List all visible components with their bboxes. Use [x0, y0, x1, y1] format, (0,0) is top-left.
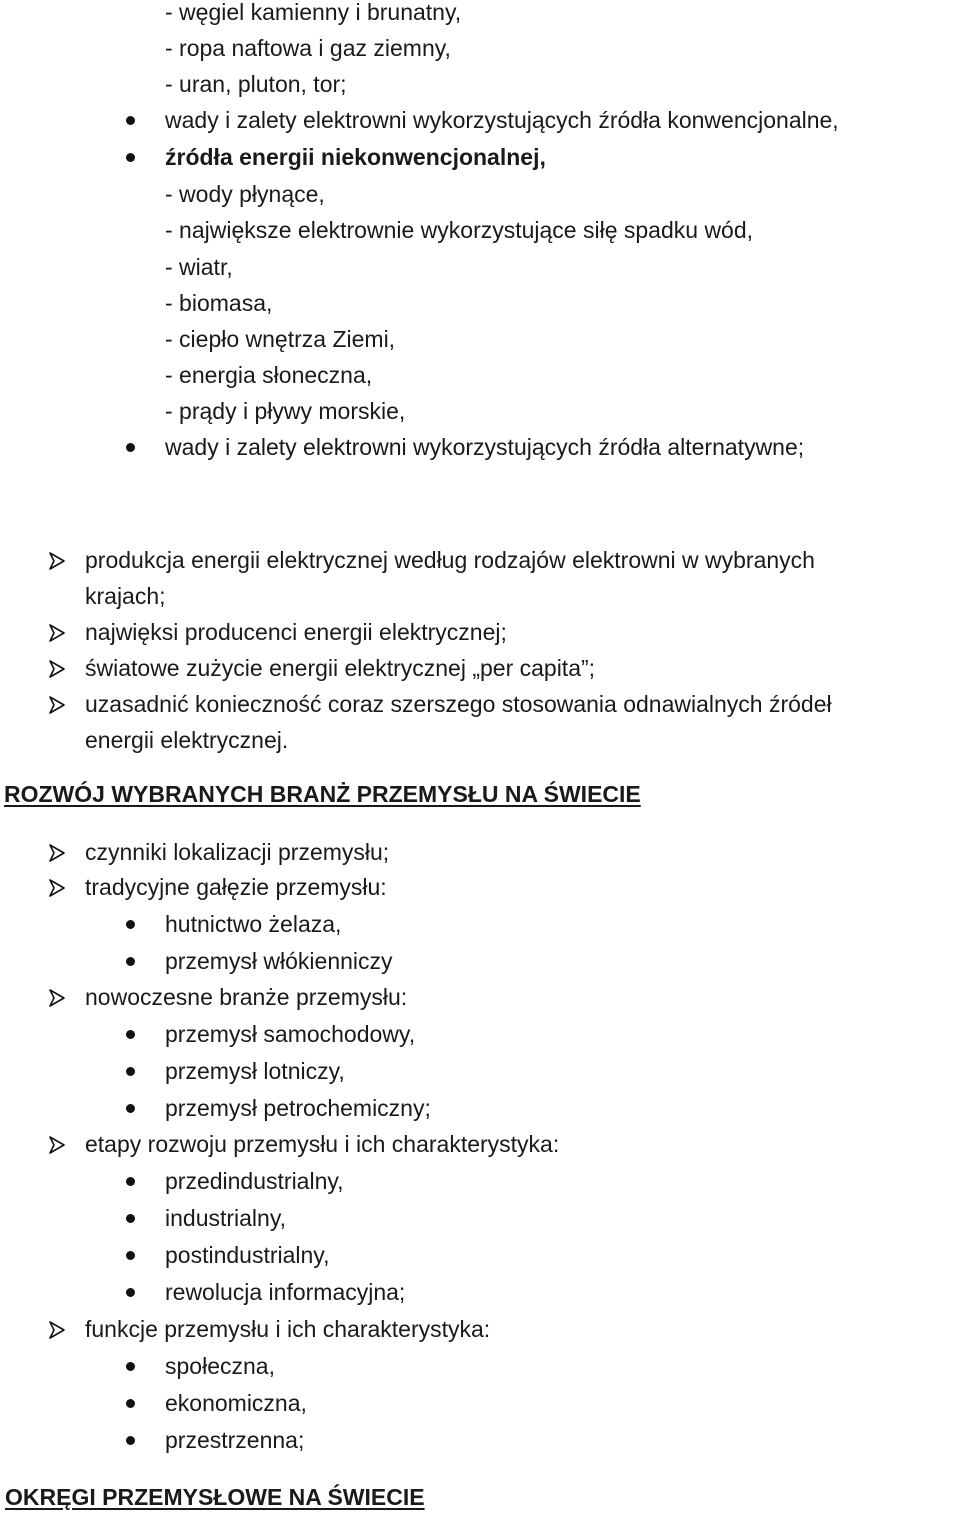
list-item: rewolucja informacyjna; — [165, 1279, 406, 1305]
list-item: wady i zalety elektrowni wykorzystujących źródła konwencjonalne, — [165, 107, 839, 133]
list-item: - największe elektrownie wykorzystujące siłę spadku wód, — [165, 217, 754, 243]
section-heading: ROZWÓJ WYBRANYCH BRANŻ PRZEMYSŁU NA ŚWIECIE — [4, 781, 641, 807]
list-item: postindustrialny, — [165, 1242, 330, 1268]
bullet-icon — [126, 1362, 135, 1371]
list-item: czynniki lokalizacji przemysłu; — [85, 839, 390, 865]
list-item: - wody płynące, — [165, 181, 325, 207]
list-item: - uran, pluton, tor; — [165, 71, 347, 97]
list-item: industrialny, — [165, 1205, 287, 1231]
list-item: przemysł lotniczy, — [165, 1058, 345, 1084]
list-item: przemysł samochodowy, — [165, 1021, 416, 1047]
list-item: - ropa naftowa i gaz ziemny, — [165, 35, 451, 61]
list-item: wady i zalety elektrowni wykorzystujących źródła alternatywne; — [165, 434, 805, 460]
bullet-icon — [126, 1104, 135, 1113]
section-heading: OKRĘGI PRZEMYSŁOWE NA ŚWIECIE — [5, 1484, 425, 1510]
list-item: przemysł petrochemiczny; — [165, 1095, 431, 1121]
list-item: etapy rozwoju przemysłu i ich charakterystyka: — [85, 1131, 560, 1157]
list-item: ekonomiczna, — [165, 1390, 307, 1416]
bullet-icon — [126, 1177, 135, 1186]
bullet-icon — [126, 116, 135, 125]
bullet-icon — [126, 1214, 135, 1223]
list-item: - wiatr, — [165, 254, 233, 280]
bullet-icon — [126, 443, 135, 452]
list-item: przemysł włókienniczy — [165, 948, 393, 974]
bullet-icon — [126, 957, 135, 966]
list-item: - ciepło wnętrza Ziemi, — [165, 326, 396, 352]
list-item: - energia słoneczna, — [165, 362, 373, 388]
arrow-bullet-icon — [48, 988, 66, 1008]
arrow-bullet-icon — [48, 659, 66, 679]
bullet-icon — [126, 1399, 135, 1408]
list-item: społeczna, — [165, 1353, 275, 1379]
list-item: energii elektrycznej. — [85, 727, 289, 753]
list-item: produkcja energii elektrycznej według rodzajów elektrowni w wybranych — [85, 547, 815, 573]
bullet-icon — [126, 1251, 135, 1260]
list-item: - biomasa, — [165, 290, 273, 316]
list-item: źródła energii niekonwencjonalnej, — [165, 144, 546, 170]
list-item: - prądy i pływy morskie, — [165, 398, 406, 424]
bullet-icon — [126, 1288, 135, 1297]
arrow-bullet-icon — [48, 623, 66, 643]
list-item: przestrzenna; — [165, 1427, 305, 1453]
bullet-icon — [126, 920, 135, 929]
list-item: nowoczesne branże przemysłu: — [85, 984, 408, 1010]
list-item: hutnictwo żelaza, — [165, 911, 342, 937]
list-item: najwięksi producenci energii elektrycznej; — [85, 619, 507, 645]
list-item: - węgiel kamienny i brunatny, — [165, 0, 462, 25]
list-item: przedindustrialny, — [165, 1168, 344, 1194]
arrow-bullet-icon — [48, 1135, 66, 1155]
bullet-icon — [126, 153, 135, 162]
list-item: tradycyjne gałęzie przemysłu: — [85, 874, 387, 900]
arrow-bullet-icon — [48, 1320, 66, 1340]
bullet-icon — [126, 1030, 135, 1039]
bullet-icon — [126, 1436, 135, 1445]
list-item: uzasadnić konieczność coraz szerszego stosowania odnawialnych źródeł — [85, 691, 832, 717]
list-item: funkcje przemysłu i ich charakterystyka: — [85, 1316, 491, 1342]
arrow-bullet-icon — [48, 878, 66, 898]
arrow-bullet-icon — [48, 843, 66, 863]
arrow-bullet-icon — [48, 695, 66, 715]
list-item: krajach; — [85, 583, 166, 609]
arrow-bullet-icon — [48, 551, 66, 571]
bullet-icon — [126, 1067, 135, 1076]
list-item: światowe zużycie energii elektrycznej „per capita”; — [85, 655, 596, 681]
